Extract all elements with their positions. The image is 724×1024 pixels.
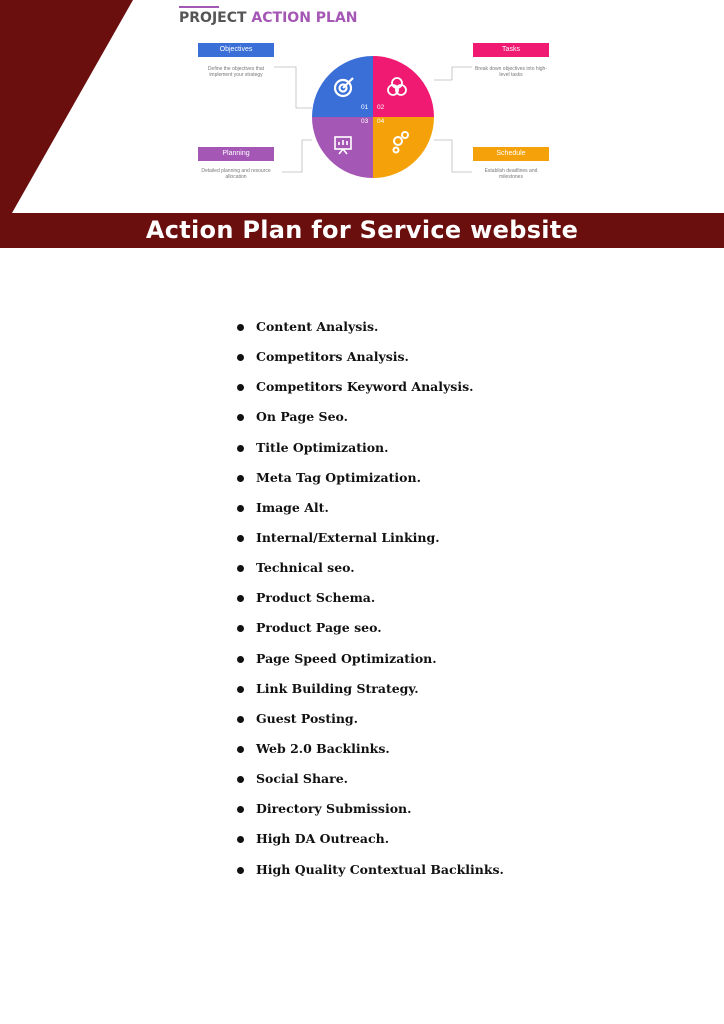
item-text: Image Alt.: [256, 499, 329, 515]
list-item: [236, 348, 504, 378]
list-item: [236, 619, 504, 649]
action-items-list: [236, 318, 504, 891]
tasks-description: Break down objectives into high-level tasks: [475, 66, 547, 78]
bullet-icon: [237, 324, 244, 331]
bullet-icon: [237, 746, 244, 753]
planning-label: Planning: [198, 147, 274, 161]
list-item: [236, 650, 504, 680]
bullet-icon: [237, 475, 244, 482]
item-text: Title Optimization.: [256, 439, 389, 455]
bullet-icon: [237, 565, 244, 572]
diagonal-shape: [0, 0, 133, 213]
quadrant-number-03: 03: [361, 118, 369, 125]
list-item: [236, 378, 504, 408]
bullet-icon: [237, 686, 244, 693]
list-item: [236, 710, 504, 740]
item-text: High DA Outreach.: [256, 831, 390, 847]
bullet-icon: [237, 354, 244, 361]
list-item: [236, 469, 504, 499]
item-text: Product Schema.: [256, 590, 376, 606]
item-text: Technical seo.: [256, 560, 355, 576]
title-rule: [179, 6, 219, 8]
item-text: Product Page seo.: [256, 620, 382, 636]
bullet-icon: [237, 625, 244, 632]
item-text: Guest Posting.: [256, 710, 359, 726]
bullet-icon: [237, 595, 244, 602]
list-item: [236, 830, 504, 860]
list-item: [236, 318, 504, 348]
list-item: [236, 770, 504, 800]
item-text: Social Share.: [256, 771, 349, 787]
item-text: Link Building Strategy.: [256, 680, 419, 696]
planning-description: Detailed planning and resource allocation: [201, 168, 271, 180]
infographic-title: [179, 10, 358, 26]
list-item: [236, 680, 504, 710]
item-text: Meta Tag Optimization.: [256, 469, 421, 485]
item-text: Web 2.0 Backlinks.: [256, 740, 390, 756]
schedule-label: Schedule: [473, 147, 549, 161]
bullet-icon: [237, 384, 244, 391]
list-item: [236, 559, 504, 589]
item-text: On Page Seo.: [256, 409, 348, 425]
list-item: [236, 408, 504, 438]
bullet-icon: [237, 716, 244, 723]
list-item: [236, 861, 504, 891]
bullet-icon: [237, 776, 244, 783]
objectives-label: Objectives: [198, 43, 274, 57]
bullet-icon: [237, 535, 244, 542]
item-text: Competitors Analysis.: [256, 349, 409, 365]
list-item: [236, 740, 504, 770]
title-part-2: ACTION PLAN: [251, 10, 358, 26]
bullet-icon: [237, 867, 244, 874]
quadrant-number-01: 01: [361, 104, 369, 111]
bullet-icon: [237, 806, 244, 813]
schedule-description: Establish deadlines and milestones: [484, 168, 538, 180]
title-part-1: PROJECT: [179, 10, 247, 26]
bullet-icon: [237, 836, 244, 843]
objectives-description: Define the objectives that implement your strategy: [207, 66, 265, 78]
tasks-label: Tasks: [473, 43, 549, 57]
list-item: [236, 499, 504, 529]
item-text: Content Analysis.: [256, 319, 379, 334]
quadrant-number-04: 04: [377, 118, 385, 125]
item-text: Internal/External Linking.: [256, 529, 440, 545]
item-text: Page Speed Optimization.: [256, 650, 437, 666]
item-text: High Quality Contextual Backlinks.: [256, 861, 504, 877]
list-item: [236, 589, 504, 619]
page-title: Action Plan for Service website: [145, 216, 579, 244]
list-item: [236, 800, 504, 830]
list-item: [236, 439, 504, 469]
bullet-icon: [237, 505, 244, 512]
item-text: Directory Submission.: [256, 801, 412, 817]
item-text: Competitors Keyword Analysis.: [256, 379, 474, 395]
bullet-icon: [237, 414, 244, 421]
bullet-icon: [237, 445, 244, 452]
bullet-icon: [237, 656, 244, 663]
quadrant-number-02: 02: [377, 104, 385, 111]
list-item: [236, 529, 504, 559]
